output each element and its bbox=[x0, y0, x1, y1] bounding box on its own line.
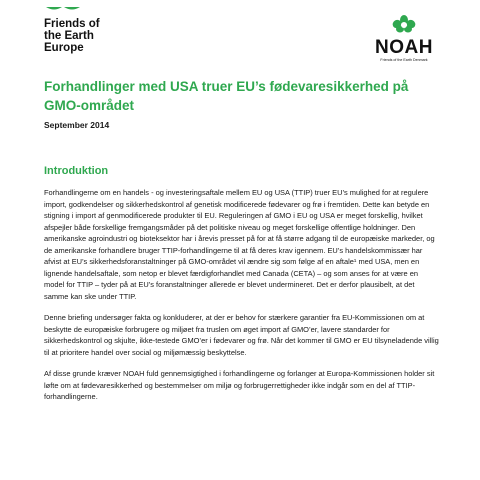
paragraph: Forhandlingerne om en handels - og investeringsaftale mellem EU og USA (TTIP) truer EU’s mulighed for at regulere import, godkendelser og sikkerhedskontrol af genetisk modificerede fødevarer og frø i fremtiden. Dette kan betyde en stigning i import af genmodificerede produkter til EU. Reguleringen af GMO i EU og USA er meget forskellig, hvilket afspejler både forskellige fremgangsmåder på det politiske niveau og meget forskellige offentlige holdninger. Den amerikanske agroindustri og bioteksektor har i årevis presset på for at få større adgang til de europæiske markeder, og de amerikanske forhandlere bruger TTIP-forhandlingerne til at få deres krav igennem. EU’s handelskommissær har afvist at EU’s sikkerhedsforanstaltninger på GMO-området vil ændre sig som følge af en aftale¹ med USA, men en lignende handelsaftale, som netop er blevet færdigforhandlet med Canada (CETA) – og som anses for at være en model for TTIP – tyder på at EU’s foranstaltninger allerede er blevet undermineret. Det er derfor plausibelt, at det samme kan ske under TTIP. bbox=[44, 188, 435, 301]
friends-of-the-earth-europe-logo bbox=[44, 0, 104, 54]
noah-flower-icon bbox=[384, 14, 424, 34]
foe-logo-line: Europe bbox=[44, 42, 84, 54]
paragraph: Denne briefing undersøger fakta og konkluderer, at der er behov for stærkere garantier fra EU-Kommissionen om at beskytte de europæiske forbrugere og miljøet fra truslen om øget import af GMO’er, lavere standarder for sikkerhedskontrol og skjulte, ikke-testede GMO’er i fødevarer og frø. Når det kommer til GMO er EU tilsyneladende villig til at prioritere handel over social og miljømæssig beskyttelse. bbox=[44, 313, 439, 357]
document-title: Forhandlinger med USA truer EU’s fødevaresikkerhed på GMO-området bbox=[44, 79, 409, 113]
noah-logo-subtitle: Friends of the Earth Denmark bbox=[380, 58, 428, 62]
noah-logo bbox=[371, 14, 437, 62]
noah-logo-word: NOAH bbox=[375, 37, 433, 58]
foe-logo-line: Friends of bbox=[44, 18, 100, 30]
foe-flower-icon bbox=[44, 7, 104, 13]
section-heading: Introduktion bbox=[44, 165, 109, 177]
document-date: September 2014 bbox=[44, 120, 110, 130]
foe-logo-line: the Earth bbox=[44, 30, 94, 42]
paragraph: Af disse grunde kræver NOAH fuld gennemsigtighed i forhandlingerne og forlanger at Europa-Kommissionen holder sit løfte om at fødevaresikkerhed og bestemmelser om miljø og forbrugerrettigheder ikke indgår som en del af TTIP-forhandlingerne. bbox=[44, 369, 435, 401]
document-body bbox=[44, 187, 440, 413]
